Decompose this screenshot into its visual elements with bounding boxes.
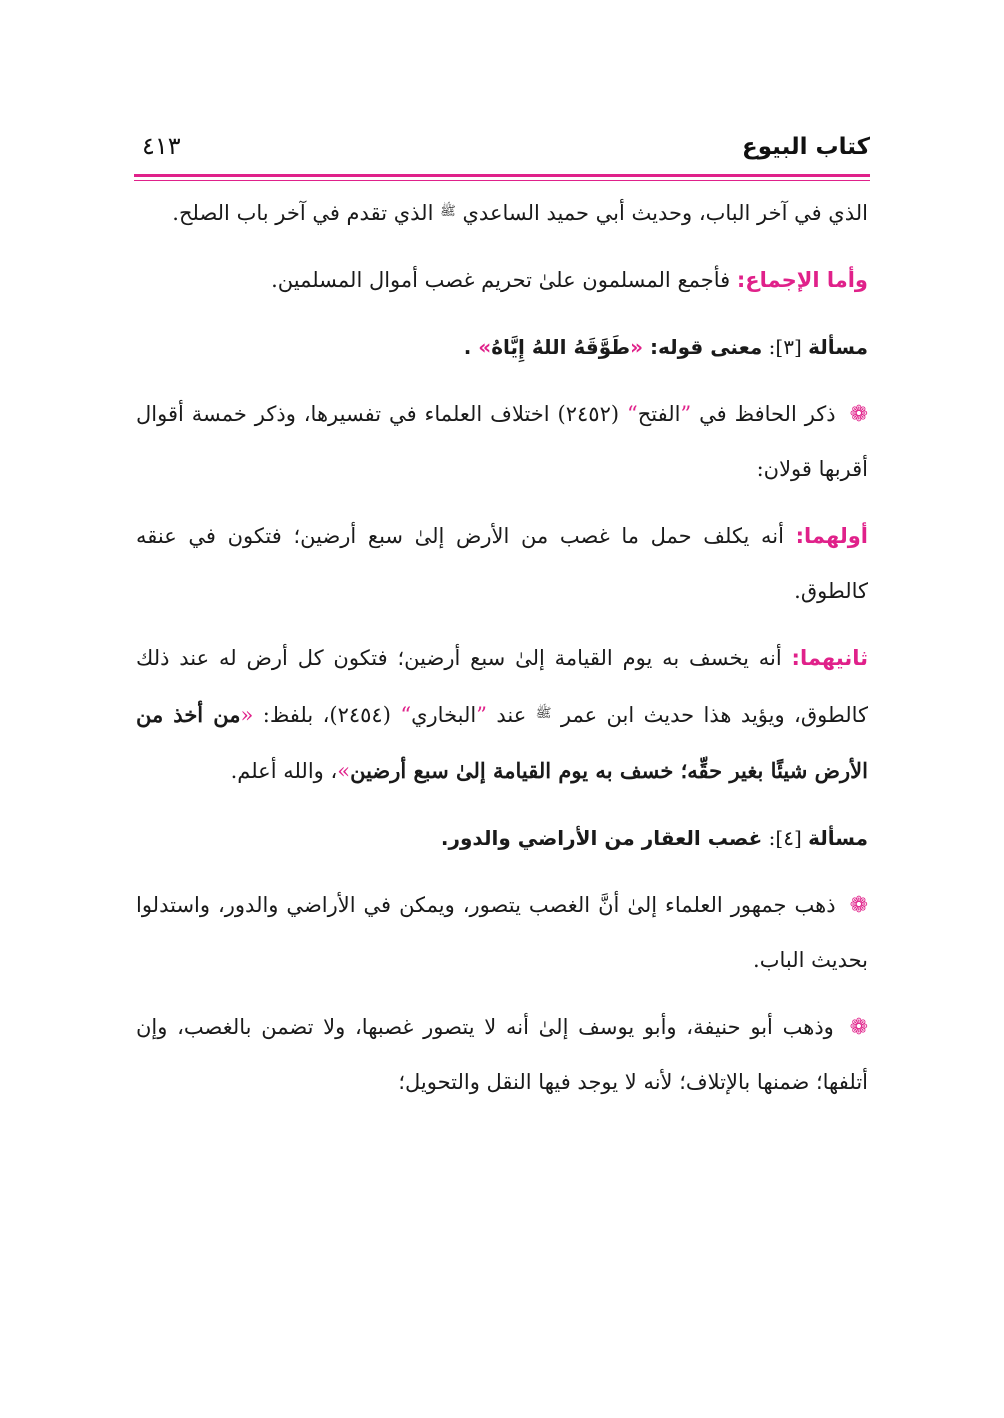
source-title: البخاري — [411, 703, 477, 727]
paragraph-ijma: وأما الإجماع: فأجمع المسلمون علىٰ تحريم غصب أموال المسلمين. — [271, 268, 868, 292]
flower-bullet-icon: ❁ — [849, 893, 868, 918]
flower-bullet-icon: ❁ — [849, 1015, 868, 1040]
paragraph-second-opinion: ثانيهما: أنه يخسف به يوم القيامة إلىٰ سبع أرضين؛ فتكون كل أرض له عند ذلك كالطوق، ويؤيد هذا حديث ابن عمر $^ﷺ$ عند ”البخاري“ (٢٤٥٤)، بلفظ: «من أخذ من الأرض شيئًا بغير حقِّه؛ خسف به يوم القيامة إلىٰ سبع أرضين»، والله أعلم. — [136, 646, 868, 783]
hadith-text: من أخذ من الأرض شيئًا بغير حقِّه؛ خسف به يوم القيامة إلىٰ سبع أرضين — [136, 702, 868, 783]
paragraph-abu-hanifa: ❁ وذهب أبو حنيفة، وأبو يوسف إلىٰ أنه لا يتصور غصبها، ولا تضمن بالغصب، وإن أتلفها؛ ضمنها بالإتلاف؛ لأنه لا يوجد فيها النقل والتحويل؛ — [136, 1015, 868, 1094]
header-rule-thick — [134, 174, 870, 177]
masala-3-heading: مسألة [٣]: معنى قوله: «طَوَّقَهُ اللهُ إِيَّاهُ» . — [463, 335, 868, 359]
ijma-label: وأما الإجماع: — [736, 268, 868, 292]
hadith-quote: طَوَّقَهُ اللهُ إِيَّاهُ — [491, 335, 631, 359]
book-title: كتاب البيوع — [742, 134, 870, 160]
first-opinion-label: أولهما: — [795, 524, 868, 548]
masala-4-heading: مسألة [٤]: غصب العقار من الأراضي والدور. — [440, 826, 868, 850]
flower-bullet-icon: ❁ — [849, 402, 869, 427]
honorific-glyph: ﷺ — [535, 706, 552, 721]
honorific-glyph: ﷺ — [440, 204, 456, 219]
paragraph-first-opinion: أولهما: أنه يكلف حمل ما غصب من الأرض إلىٰ سبع أرضين؛ فتكون في عنقه كالطوق. — [136, 524, 868, 603]
page-number: ٤١٣ — [142, 132, 181, 160]
paragraph-fath: ❁ ذكر الحافظ في ”الفتح“ (٢٤٥٢) اختلاف العلماء في تفسيرها، وذكر خمسة أقوال أقربها قولان: — [136, 402, 869, 481]
second-opinion-label: ثانيهما: — [791, 646, 868, 670]
source-title: الفتح — [637, 402, 681, 426]
header-rule-thin — [134, 180, 870, 181]
paragraph-1: الذي في آخر الباب، وحديث أبي حميد الساعدي $^ﷺ$ الذي تقدم في آخر باب الصلح. — [172, 201, 868, 225]
page-header — [134, 124, 870, 172]
paragraph-majority: ❁ ذهب جمهور العلماء إلىٰ أنَّ الغصب يتصور، ويمكن في الأراضي والدور، واستدلوا بحديث الباب. — [136, 893, 868, 972]
page-body — [136, 184, 868, 1110]
